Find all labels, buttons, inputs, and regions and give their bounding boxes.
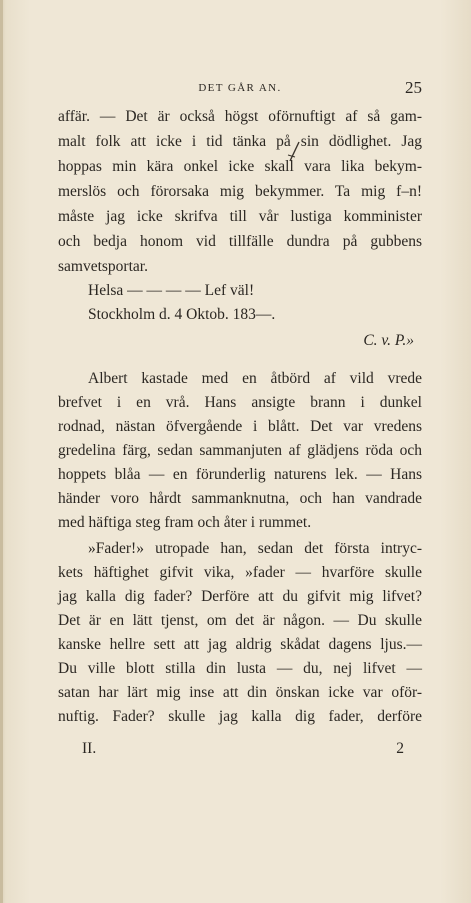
text-line: hoppets blåa — en förunderlig naturens lek. — Hans	[58, 466, 422, 483]
text-line: jag kalla dig fader? Derföre att du gifvit mig lifvet?	[58, 588, 422, 605]
text-line: gredelina färg, sedan sammanjuten af glädjens röda och	[58, 442, 422, 459]
text-line: hoppas min kära onkel icke skall vara lika bekym-	[58, 158, 422, 175]
page-number: 25	[405, 78, 422, 97]
text-line: måste jag icke skrifva till vår lustiga komminister	[58, 208, 422, 225]
text-line: affär. — Det är också högst oförnuftigt af så gam-	[58, 108, 422, 125]
letter-dateline: Stockholm d. 4 Oktob. 183—.	[88, 306, 276, 323]
text-line: Det är en lätt tjenst, om det är någon. — Du skulle	[58, 612, 422, 629]
page-footer	[58, 740, 422, 762]
letter-signature: C. v. P.»	[363, 332, 414, 349]
text-line: merslös och förorsaka mig bekymmer. Ta mig f–n!	[58, 183, 422, 200]
text-line: rodnad, nästan öfvergående i blått. Det var vredens	[58, 418, 422, 435]
text-line: nuftig. Fader? skulle jag kalla dig fader, derföre	[58, 708, 422, 725]
text-line: satan har lärt mig inse att din önskan icke var oför-	[58, 684, 422, 701]
text-line: Du ville blott stilla din lusta — du, nej lifvet —	[58, 660, 422, 677]
page-header	[58, 78, 422, 98]
text-line: med häftiga steg fram och åter i rummet.	[58, 514, 312, 531]
text-line: »Fader!» utropade han, sedan det första intryc-	[88, 540, 422, 557]
text-line: händer voro hårdt sammanknutna, och han vandrade	[58, 490, 422, 507]
text-line: Albert kastade med en åtbörd af vild vrede	[88, 370, 422, 387]
text-line: och bedja honom vid tillfälle dundra på gubbens	[58, 233, 422, 250]
text-line: malt folk att icke i tid tänka på sin dödlighet. Jag	[58, 133, 422, 150]
running-head: DET GÅR AN.	[198, 82, 282, 94]
ink-stroke-mark	[286, 141, 302, 163]
text-line: brefvet i en vrå. Hans ansigte brann i dunkel	[58, 394, 422, 411]
text-line: kanske hellre sett att jag aldrig skådat dagens ljus.—	[58, 636, 422, 653]
signature-number: 2	[396, 740, 404, 757]
letter-greeting: Helsa — — — — Lef väl!	[88, 282, 255, 299]
signature-mark: II.	[82, 740, 97, 757]
text-line: samvetsportar.	[58, 258, 148, 275]
text-line: kets häftighet gifvit vika, »fader — hvarföre skulle	[58, 564, 422, 581]
